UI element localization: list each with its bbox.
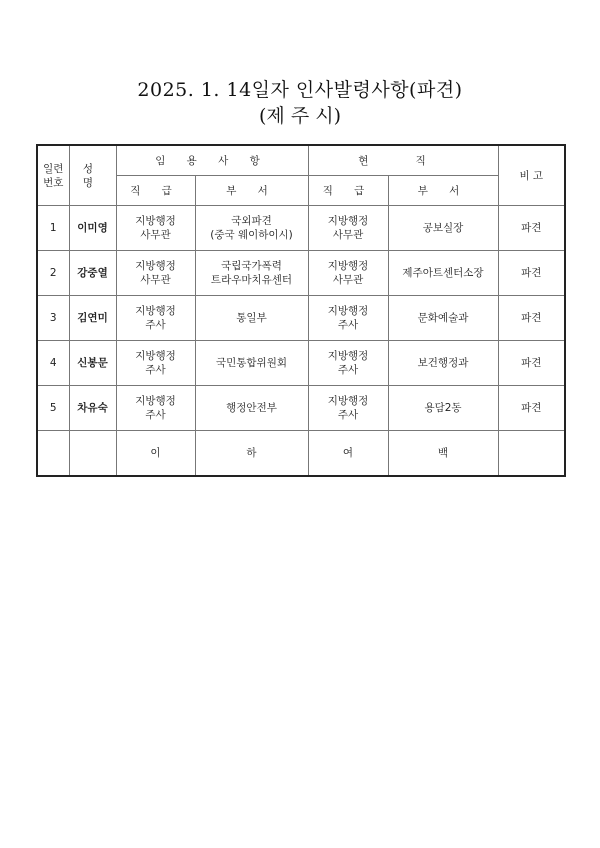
closing-empty-cell [498,431,565,477]
new-grade-line: 주사 [145,409,166,421]
new-grade [116,251,195,296]
current-grade [308,296,388,341]
employee-name: 강중열 [69,251,116,296]
employee-name: 이미영 [69,206,116,251]
closing-char: 하 [195,431,308,477]
new-department-line: 국외파견 [231,215,272,227]
current-grade [308,386,388,431]
current-grade [308,341,388,386]
header-new-grade: 직 급 [116,176,195,206]
header-serial-line-1: 일련 [43,162,64,175]
header-row [37,145,565,176]
remarks: 파견 [498,386,565,431]
current-grade-line: 사무관 [332,274,364,286]
new-grade [116,341,195,386]
document-title: 2025. 1. 14일자 인사발령사항(파견) [137,79,463,101]
table-row [37,341,565,386]
new-department [195,386,308,431]
current-grade-line: 주사 [337,409,359,421]
new-department [195,251,308,296]
table-row [37,386,565,431]
closing-row [37,431,565,477]
current-grade-line: 지방행정 [327,395,369,407]
new-grade-line: 지방행정 [135,305,176,317]
current-department-line: 용담2동 [424,402,462,414]
personnel-table [36,144,566,477]
header-appointment: 임 용 사 항 [116,145,308,176]
table-body [37,206,565,431]
new-grade-line: 주사 [145,364,166,376]
current-department-line: 제주아트센터소장 [402,267,484,279]
new-department-line: 국민통합위원회 [215,357,287,369]
new-department-line: 행정안전부 [226,402,277,414]
current-grade-line: 주사 [337,319,359,331]
new-grade [116,206,195,251]
closing-empty-cell [69,431,116,477]
employee-name: 신봉문 [69,341,116,386]
header-current-grade: 직 급 [308,176,388,206]
header-new-department: 부 서 [195,176,308,206]
closing-char: 여 [308,431,388,477]
remarks: 파견 [498,206,565,251]
current-grade [308,251,388,296]
serial-number: 4 [37,341,69,386]
subheader-row [37,176,565,206]
closing-empty-cell [37,431,69,477]
new-department-line: 국립국가폭력 [221,260,282,272]
remarks: 파견 [498,341,565,386]
remarks: 파견 [498,296,565,341]
new-grade-line: 사무관 [140,229,171,241]
current-department-line: 보건행정과 [417,357,469,369]
header-remarks: 비 고 [498,145,565,206]
new-department [195,296,308,341]
current-grade-line: 주사 [337,364,359,376]
new-department [195,341,308,386]
header-name: 성 명 [69,145,116,206]
header-current-position: 현 직 [308,145,498,176]
current-department [388,251,498,296]
serial-number: 5 [37,386,69,431]
current-grade-line: 지방행정 [327,305,369,317]
new-grade-line: 지방행정 [135,350,176,362]
employee-name: 김연미 [69,296,116,341]
current-department-line: 공보실장 [422,222,464,234]
closing-char: 이 [116,431,195,477]
current-grade [308,206,388,251]
new-grade-line: 주사 [145,319,166,331]
current-grade-line: 사무관 [332,229,364,241]
table-row [37,206,565,251]
current-department [388,386,498,431]
document-subtitle: (제 주 시) [259,105,341,127]
new-grade-line: 지방행정 [135,395,176,407]
serial-number: 3 [37,296,69,341]
new-grade-line: 지방행정 [135,260,176,272]
new-grade [116,296,195,341]
current-department [388,341,498,386]
new-department-line: 트라우마치유센터 [210,274,293,286]
current-department-line: 문화예술과 [417,312,469,324]
serial-number: 1 [37,206,69,251]
header-serial-number [37,145,69,206]
header-serial-line-2: 번호 [43,176,64,189]
closing-char: 백 [388,431,498,477]
employee-name: 차유숙 [69,386,116,431]
current-department [388,206,498,251]
table-row [37,296,565,341]
new-grade-line: 지방행정 [135,215,176,227]
new-department [195,206,308,251]
new-department-line: (중국 웨이하이시) [210,229,293,241]
current-grade-line: 지방행정 [327,260,369,272]
current-grade-line: 지방행정 [327,215,369,227]
current-department [388,296,498,341]
header-current-department: 부 서 [388,176,498,206]
new-department-line: 통일부 [236,312,267,324]
table-row [37,251,565,296]
current-grade-line: 지방행정 [327,350,369,362]
remarks: 파견 [498,251,565,296]
new-grade-line: 사무관 [140,274,171,286]
serial-number: 2 [37,251,69,296]
new-grade [116,386,195,431]
